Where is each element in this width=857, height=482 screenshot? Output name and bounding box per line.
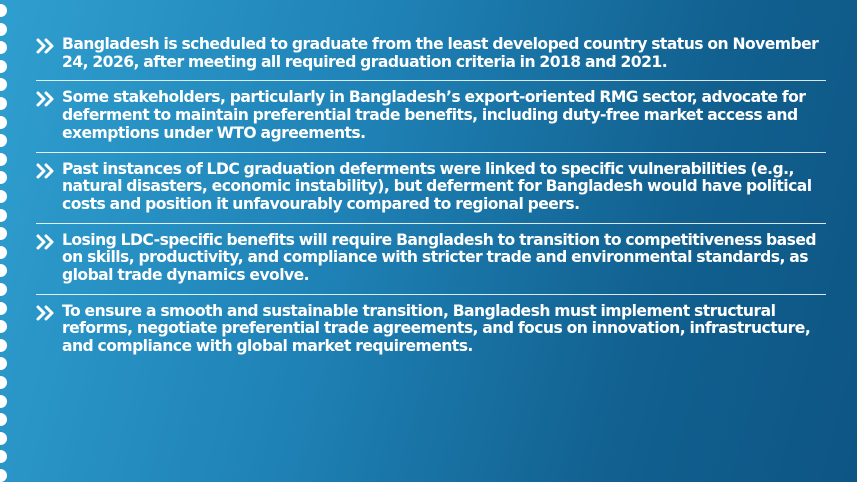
- edge-dot-decoration: [0, 4, 8, 482]
- dot-icon: [0, 60, 7, 73]
- list-item: [36, 89, 826, 152]
- dot-icon: [0, 134, 7, 147]
- dot-icon: [0, 469, 7, 482]
- list-item: [36, 232, 826, 295]
- dot-icon: [0, 97, 7, 110]
- dot-icon: [0, 209, 7, 222]
- dot-icon: [0, 395, 7, 408]
- list-item: [36, 161, 826, 224]
- dot-icon: [0, 450, 7, 463]
- dot-icon: [0, 357, 7, 370]
- bullet-text: Losing LDC-specific benefits will require Bangladesh to transition to competitiveness based on skills, productivity, and compliance with stricter trade and environmental standards, as global trade dynamics evolve.: [62, 230, 817, 285]
- dot-icon: [0, 246, 7, 259]
- dot-icon: [0, 116, 7, 129]
- bullet-list: [36, 36, 826, 373]
- bullet-text: Some stakeholders, particularly in Bangladesh’s export-oriented RMG sector, advocate for deferment to maintain preferential trade benefits, including duty-free market access and exemptions under WTO agreements.: [62, 88, 806, 142]
- dot-icon: [0, 283, 7, 296]
- list-item: [36, 36, 826, 81]
- dot-icon: [0, 153, 7, 166]
- double-chevron-right-icon: [36, 304, 56, 322]
- bullet-text: Bangladesh is scheduled to graduate from the least developed country status on November 24, 2026, after meeting all required graduation criteria in 2018 and 2021.: [62, 35, 819, 71]
- dot-icon: [0, 171, 7, 184]
- double-chevron-right-icon: [36, 162, 56, 180]
- dot-icon: [0, 320, 7, 333]
- dot-icon: [0, 376, 7, 389]
- bullet-text: Past instances of LDC graduation deferments were linked to specific vulnerabilities (e.g., natural disasters, economic instability), but deferment for Bangladesh would have political costs and position it unfavourably compared to regional peers.: [62, 159, 812, 213]
- bullet-text: To ensure a smooth and sustainable transition, Bangladesh must implement structural reforms, negotiate preferential trade agreements, and focus on innovation, infrastructure, and compliance with global market requirements.: [62, 301, 811, 356]
- dot-icon: [0, 339, 7, 352]
- dot-icon: [0, 413, 7, 426]
- double-chevron-right-icon: [36, 233, 56, 251]
- dot-icon: [0, 4, 7, 17]
- double-chevron-right-icon: [36, 90, 56, 108]
- double-chevron-right-icon: [36, 37, 56, 55]
- dot-icon: [0, 432, 7, 445]
- dot-icon: [0, 190, 7, 203]
- list-item: [36, 303, 826, 365]
- dot-icon: [0, 23, 7, 36]
- dot-icon: [0, 78, 7, 91]
- dot-icon: [0, 41, 7, 54]
- dot-icon: [0, 264, 7, 277]
- dot-icon: [0, 227, 7, 240]
- dot-icon: [0, 302, 7, 315]
